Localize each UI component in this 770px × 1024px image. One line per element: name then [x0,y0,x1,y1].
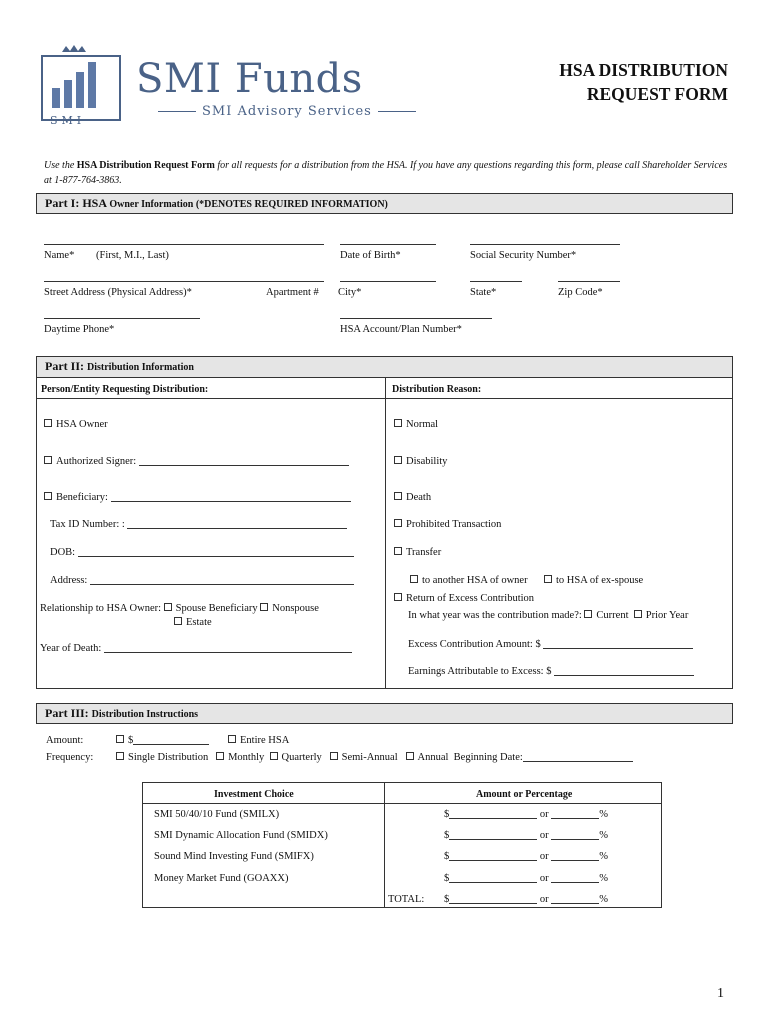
checkbox-transfer[interactable]: Transfer [394,547,441,558]
apartment-label: Apartment # [266,287,319,298]
checkbox-to-another-hsa[interactable]: to another HSA of owner [410,575,528,586]
street-label: Street Address (Physical Address)* [44,287,192,298]
checkbox-hsa-owner[interactable]: HSA Owner [44,419,108,430]
name-label: Name* [44,250,75,261]
total-amount-field[interactable]: $ or % [444,894,608,905]
city-label: City* [338,287,362,298]
zip-field[interactable] [558,281,620,282]
city-field[interactable] [340,281,436,282]
fund-amount-field[interactable]: $ or % [444,809,608,820]
tax-id-field[interactable]: Tax ID Number: : [50,519,347,530]
year-of-death-field[interactable]: Year of Death: [40,643,352,654]
checkbox-semi-annual[interactable] [330,752,338,760]
name-hint: (First, M.I., Last) [96,250,169,261]
fund-amount-field[interactable]: $ or % [444,830,608,841]
checkbox-annual[interactable] [406,752,414,760]
checkbox-beneficiary[interactable]: Beneficiary: [44,492,351,503]
dob-label: Date of Birth* [340,250,401,261]
logo-subtitle: SMI Advisory Services [152,104,422,119]
ssn-label: Social Security Number* [470,250,577,261]
checkbox-prohibited[interactable]: Prohibited Transaction [394,519,501,530]
amount-dollar-field[interactable]: $ [116,735,209,746]
fund-name: Money Market Fund (GOAXX) [154,873,289,884]
frequency-options: Single Distribution Monthly Quarterly Semi-Annual Annual Beginning Date: [116,752,633,763]
investment-choice-header: Investment Choice [214,789,294,800]
street-field[interactable] [44,281,324,282]
checkbox-to-ex-spouse[interactable]: to HSA of ex-spouse [544,575,643,586]
part2-heading: Part II: Distribution Information [36,356,733,377]
total-label: TOTAL: [388,894,425,905]
checkbox-disability[interactable]: Disability [394,456,447,467]
fund-name: SMI Dynamic Allocation Fund (SMIDX) [154,830,328,841]
reason-header: Distribution Reason: [392,384,482,395]
amount-label: Amount: [46,735,84,746]
investment-table-box [142,782,662,908]
state-label: State* [470,287,497,298]
account-label: HSA Account/Plan Number* [340,324,462,335]
fund-name: SMI 50/40/10 Fund (SMILX) [154,809,280,820]
fund-amount-field[interactable]: $ or % [444,873,608,884]
logo-mark-text: SMI [50,114,86,127]
checkbox-death[interactable]: Death [394,492,431,503]
ssn-field[interactable] [470,244,620,245]
contribution-year: In what year was the contribution made?: Current Prior Year [408,610,689,621]
checkbox-entire-hsa[interactable]: Entire HSA [228,735,289,746]
part3-heading: Part III: Distribution Instructions [36,703,733,724]
phone-label: Daytime Phone* [44,324,115,335]
zip-label: Zip Code* [558,287,603,298]
form-title: HSA DISTRIBUTION REQUEST FORM [559,60,728,104]
earnings-field[interactable]: Earnings Attributable to Excess: $ [408,666,694,677]
part1-heading: Part I: HSA Owner Information (*DENOTES REQUIRED INFORMATION) [36,193,733,214]
beneficiary-address-field[interactable]: Address: [50,575,354,586]
beginning-date-field[interactable] [523,752,633,762]
amount-percentage-header: Amount or Percentage [476,789,573,800]
intro-text: Use the HSA Distribution Request Form for all requests for a distribution from the HSA. If you have any questions regarding this form, please call Shareholder Services at 1-877-764-3863. [44,160,728,186]
name-field[interactable] [44,244,324,245]
account-field[interactable] [340,318,492,319]
checkbox-prior-year[interactable] [634,610,642,618]
excess-amount-field[interactable]: Excess Contribution Amount: $ [408,639,693,650]
dob-field[interactable] [340,244,436,245]
checkbox-single[interactable] [116,752,124,760]
fund-name: Sound Mind Investing Fund (SMIFX) [154,851,314,862]
logo-name: SMI Funds [136,56,363,102]
checkbox-monthly[interactable] [216,752,224,760]
fund-amount-field[interactable]: $ or % [444,851,608,862]
state-field[interactable] [470,281,522,282]
beneficiary-dob-field[interactable]: DOB: [50,547,354,558]
checkbox-normal[interactable]: Normal [394,419,438,430]
checkbox-estate[interactable]: Estate [174,617,212,628]
checkbox-quarterly[interactable] [270,752,278,760]
checkbox-authorized-signer[interactable]: Authorized Signer: [44,456,349,467]
page-number: 1 [717,986,724,1001]
relationship-field[interactable]: Relationship to HSA Owner: Spouse Beneficiary Nonspouse [40,603,319,614]
phone-field[interactable] [44,318,200,319]
requester-header: Person/Entity Requesting Distribution: [41,384,209,395]
company-logo [40,42,380,132]
checkbox-return-excess[interactable]: Return of Excess Contribution [394,593,534,604]
frequency-label: Frequency: [46,752,94,763]
checkbox-current[interactable] [584,610,592,618]
